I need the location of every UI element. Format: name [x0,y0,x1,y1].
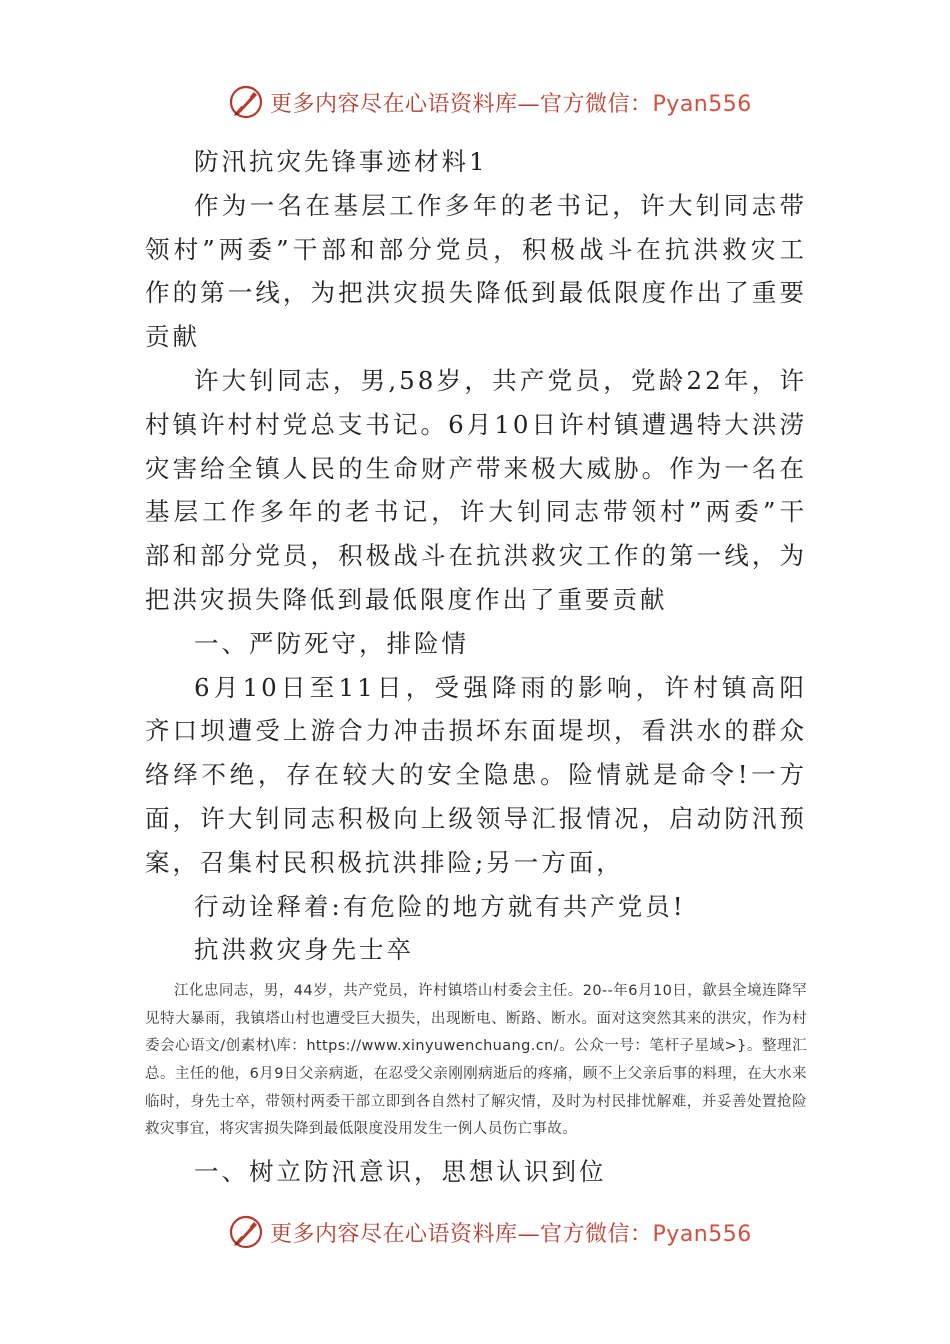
paragraph: 许大钊同志，男,58岁，共产党员，党龄22年，许村镇许村村党总支书记。6月10日许村镇遭遇特大洪涝灾害给全镇人民的生命财产带来极大威胁。作为一名在基层工作多年的老书记，许大钊同志带领村”两委”干部和部分党员，积极战斗在抗洪救灾工作的第一线，为把洪灾损失降低到最低限度作出了重要贡献 [145,365,807,614]
section-heading: 一、树立防汛意识，思想认识到位 [194,1156,607,1186]
footer-banner [228,1212,788,1252]
paragraph: 作为一名在基层工作多年的老书记，许大钊同志带领村”两委”干部和部分党员，积极战斗在抗洪救灾工作的第一线，为把洪灾损失降低到最低限度作出了重要贡献 [145,190,807,352]
paragraph: 抗洪救灾身先士卒 [194,935,414,965]
banner-text: 更多内容尽在心语资料库—官方微信：Pyan556 [270,1221,752,1247]
document-title: 防汛抗灾先锋事迹材料1 [194,147,488,176]
section-heading: 一、严防死守，排险情 [194,628,469,658]
pen-quill-logo-icon [228,1214,264,1250]
small-paragraph: 江化忠同志，男，44岁，共产党员，许村镇塔山村委会主任。20--年6月10日，歙县全境连降罕见特大暴雨，我镇塔山村也遭受巨大损失，出现断电、断路、断水。面对这突然其来的洪灾，作为村委会心语文/创素材\库：https://www.xinyuwenchuang.cn/。公众一号：笔杆子星域>}。整理汇总。主任的他，6月9日父亲病逝，在忍受父亲刚刚病逝后的疼痛，顾不上父亲后事的料理，在大水来临时，身先士卒，带领村两委干部立即到各自然村了解灾情，及时为村民排忧解难，并妥善处置抢险救灾事宜，将灾害损失降到最低限度没用发生一例人员伤亡事故。 [145,983,807,1138]
paragraph: 行动诠释着:有危险的地方就有共产党员! [194,891,686,921]
paragraph: 6月10日至11日，受强降雨的影响，许村镇高阳齐口坝遭受上游合力冲击损坏东面堤坝，看洪水的群众络绎不绝，存在较大的安全隐患。险情就是命令!一方面，许大钊同志积极向上级领导汇报情况，启动防汛预案，召集村民积极抗洪排险;另一方面， [145,672,807,877]
pen-quill-logo-icon [228,84,264,120]
document-body [145,140,807,1194]
header-banner [228,82,788,122]
banner-text: 更多内容尽在心语资料库—官方微信：Pyan556 [270,91,752,117]
